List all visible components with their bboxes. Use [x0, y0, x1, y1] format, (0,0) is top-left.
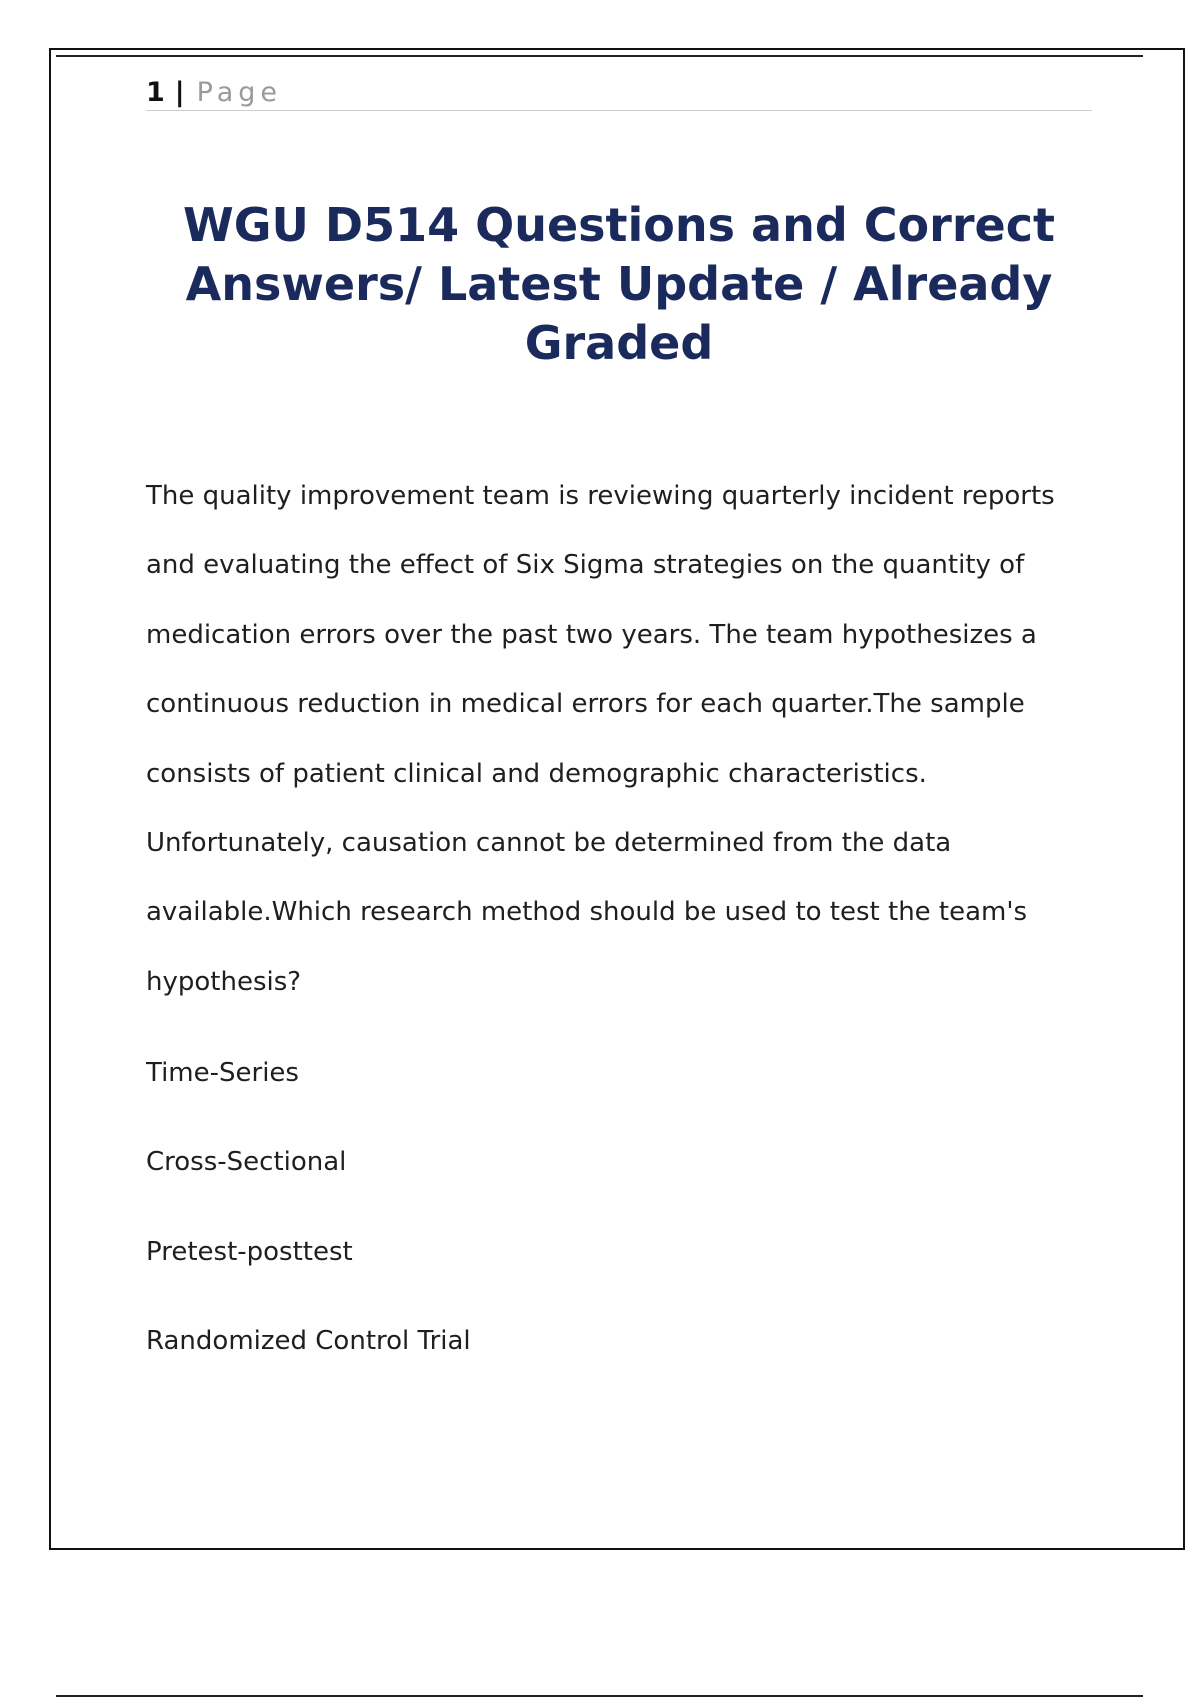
question-text: The quality improvement team is reviewing quarterly incident reports and evaluating the effect of Six Sigma strategies on the quantity of medication errors over the past two years. The team hypothesizes a continuous reduction in medical errors for each quarter.The sample consists of patient clinical and demographic characteristics. Unfortunately, causation cannot be determined from the data available.Which research method should be used to test the team's hypothesis? — [146, 481, 1055, 997]
page-label: Page — [196, 76, 283, 108]
document-title: WGU D514 Questions and Correct Answers/ Latest Update / Already Graded — [183, 198, 1055, 370]
page-header — [146, 74, 1092, 111]
top-rule — [56, 55, 1143, 57]
page-separator: | — [174, 76, 185, 108]
answer-option-pretest-posttest[interactable]: Pretest-posttest — [146, 1237, 353, 1267]
page-number: 1 — [146, 76, 165, 108]
answer-option-randomized-control-trial[interactable]: Randomized Control Trial — [146, 1326, 471, 1356]
answer-option-cross-sectional[interactable]: Cross-Sectional — [146, 1147, 347, 1177]
answer-option-time-series[interactable]: Time-Series — [146, 1058, 299, 1088]
bottom-rule — [56, 1695, 1143, 1697]
